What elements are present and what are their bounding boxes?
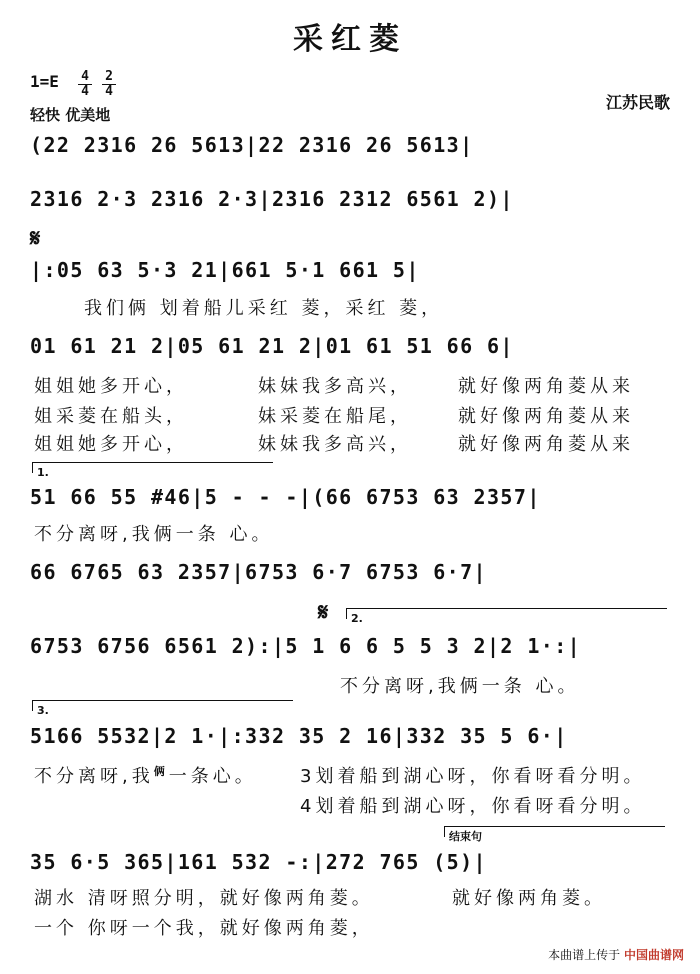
segno-icon: 𝄋: [30, 224, 41, 252]
lyric-superscript: 俩: [153, 765, 169, 778]
lyric-verse-1a: 姐姐她多开心，: [34, 376, 188, 397]
notation-system-3: |:05 63 5·3 21|661 5·1 661 5|: [30, 258, 420, 282]
lyric-line-7a: 不分离呀,我$^俩$一条心。: [34, 765, 257, 787]
volta-bracket-3: 3.: [32, 700, 293, 711]
lyric-line-9a: 湖水 清呀照分明，就好像两角菱。: [34, 888, 374, 909]
lyric-line-6: 不分离呀,我俩一条 心。: [340, 676, 580, 697]
lyric-verse-2c: 就好像两角菱从来: [458, 406, 634, 427]
lyric-verse-2b: 妹采菱在船尾，: [258, 406, 412, 427]
footer-prefix: 本曲谱上传于: [548, 948, 621, 962]
notation-system-8: 5166 5532|2 1·|:332 35 2 16|332 35 5 6·|: [30, 724, 568, 748]
lyric-verse-1c: 就好像两角菱从来: [458, 376, 634, 397]
lyric-line-10: 一个 你呀一个我，就好像两角菱，: [34, 918, 374, 939]
lyric-line-1: 我们俩 划着船儿采红 菱，采红 菱，: [84, 298, 444, 319]
notation-system-7: 6753 6756 6561 2):|5 1 6 6 5 5 3 2|2 1·:|: [30, 634, 582, 658]
tempo-marking: 轻快 优美地: [30, 106, 111, 124]
score-title: 采红菱: [293, 22, 407, 57]
lyric-line-7c: 3划着船到湖心呀，你看呀看分明。: [300, 766, 646, 787]
notation-system-4: 01 61 21 2|05 61 21 2|01 61 51 66 6|: [30, 334, 514, 358]
notation-system-9: 35 6·5 365|161 532 -:|272 765 (5)|: [30, 850, 487, 874]
lyric-line-8: 4划着船到湖心呀，你看呀看分明。: [300, 796, 646, 817]
lyric-verse-2a: 姐采菱在船头，: [34, 406, 188, 427]
volta-bracket-2: 2.: [346, 608, 667, 619]
lyric-verse-3c: 就好像两角菱从来: [458, 434, 634, 455]
lyric-verse-3a: 姐姐她多开心，: [34, 434, 188, 455]
composer-credit: 江苏民歌: [605, 93, 670, 112]
key-signature: 1=E: [30, 72, 59, 91]
ending-bracket: 结束句: [444, 826, 665, 837]
volta-bracket-1: 1.: [32, 462, 273, 473]
lyric-line-5: 不分离呀,我俩一条 心。: [34, 524, 274, 545]
notation-system-2: 2316 2·3 2316 2·3|2316 2312 6561 2)|: [30, 187, 514, 211]
segno-icon-2: 𝄋: [318, 598, 329, 626]
lyric-verse-1b: 妹妹我多高兴，: [258, 376, 412, 397]
time-signature-4-4: $\frac{4}{4}$: [78, 70, 92, 99]
notation-system-5: 51 66 55 #46|5 - - -|(66 6753 63 2357|: [30, 485, 541, 509]
footer-site-logo[interactable]: 中国曲谱网: [623, 948, 684, 962]
site-footer: [548, 946, 684, 963]
notation-system-1: (22 2316 26 5613|22 2316 26 5613|: [30, 133, 474, 157]
lyric-verse-3b: 妹妹我多高兴，: [258, 434, 412, 455]
notation-system-6: 66 6765 63 2357|6753 6·7 6753 6·7|: [30, 560, 487, 584]
lyric-line-9b: 就好像两角菱。: [452, 888, 606, 909]
time-signature-2-4: $\frac{2}{4}$: [102, 70, 116, 99]
